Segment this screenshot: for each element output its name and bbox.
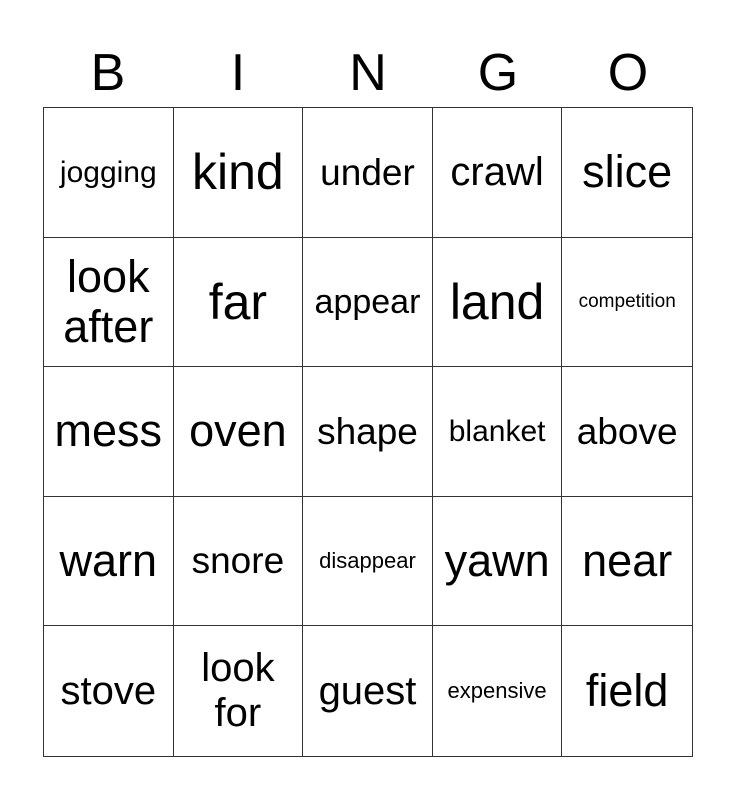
cell-word: warn	[59, 534, 158, 586]
bingo-cell[interactable]	[174, 367, 304, 497]
cell-word: snore	[191, 540, 285, 582]
cell-word: land	[449, 273, 545, 330]
bingo-cell[interactable]	[174, 108, 304, 238]
cell-word: yawn	[444, 534, 550, 586]
bingo-cell[interactable]	[433, 367, 563, 497]
cell-word: guest	[318, 668, 417, 713]
bingo-cell[interactable]	[174, 626, 304, 756]
bingo-cell[interactable]	[562, 367, 692, 497]
cell-word: competition	[578, 291, 676, 313]
bingo-card	[43, 107, 693, 757]
cell-word: slice	[582, 146, 673, 198]
bingo-cell[interactable]	[44, 238, 174, 368]
cell-word: shape	[317, 410, 418, 452]
bingo-cell[interactable]	[44, 108, 174, 238]
cell-word: near	[582, 534, 673, 586]
cell-word: oven	[189, 405, 287, 457]
header-letter-i: I	[230, 44, 246, 102]
bingo-cell[interactable]	[303, 497, 433, 627]
header-letter-o: O	[607, 44, 649, 102]
cell-word: appear	[314, 282, 421, 321]
header-letter-g: G	[477, 44, 519, 102]
cell-word: stove	[60, 668, 157, 713]
cell-word: expensive	[447, 677, 547, 703]
cell-word: above	[576, 410, 678, 452]
bingo-cell[interactable]	[562, 238, 692, 368]
cell-word: crawl	[450, 149, 544, 194]
cell-word: disappear	[319, 547, 416, 573]
bingo-cell[interactable]	[44, 367, 174, 497]
bingo-cell[interactable]	[433, 238, 563, 368]
bingo-cell[interactable]	[562, 497, 692, 627]
header-letter-b: B	[90, 44, 126, 102]
cell-word: blanket	[448, 414, 546, 448]
header-letter-n: N	[349, 44, 387, 102]
bingo-cell[interactable]	[303, 108, 433, 238]
bingo-cell[interactable]	[303, 367, 433, 497]
bingo-cell[interactable]	[433, 626, 563, 756]
cell-word: look for	[201, 646, 275, 736]
bingo-cell[interactable]	[433, 497, 563, 627]
cell-word: kind	[192, 144, 284, 201]
cell-word: look after	[63, 250, 154, 352]
cell-word: jogging	[59, 155, 157, 189]
bingo-cell[interactable]	[303, 238, 433, 368]
cell-word: field	[585, 665, 669, 716]
bingo-cell[interactable]	[433, 108, 563, 238]
bingo-cell[interactable]	[44, 497, 174, 627]
cell-word: mess	[54, 405, 163, 457]
bingo-cell[interactable]	[44, 626, 174, 756]
bingo-cell[interactable]	[562, 108, 692, 238]
cell-word: far	[208, 273, 268, 330]
bingo-cell[interactable]	[174, 497, 304, 627]
cell-word: under	[320, 151, 415, 193]
bingo-cell[interactable]	[562, 626, 692, 756]
bingo-header	[43, 42, 693, 104]
bingo-cell[interactable]	[174, 238, 304, 368]
bingo-cell[interactable]	[303, 626, 433, 756]
